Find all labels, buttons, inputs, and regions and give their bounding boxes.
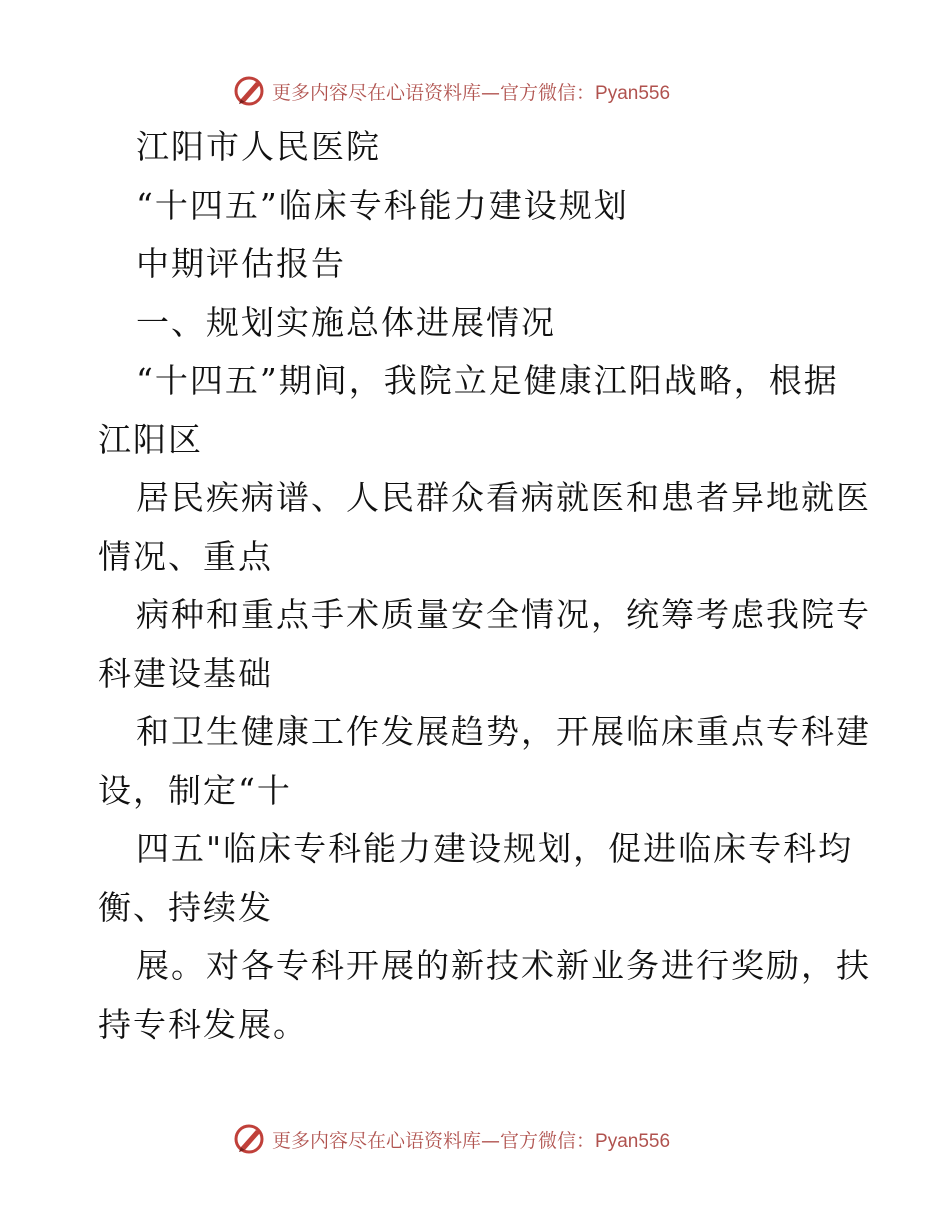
document-line: “十四五”临床专科能力建设规划 (136, 185, 629, 225)
document-line: 一、规划实施总体进展情况 (136, 302, 556, 342)
document-line: 衡、持续发 (98, 887, 273, 927)
watermark-id: Pyan556 (595, 1130, 671, 1152)
document-line: 科建设基础 (98, 653, 273, 693)
document-line: 江阳市人民医院 (136, 127, 381, 166)
document-line: 病种和重点手术质量安全情况，统筹考虑我院专 (136, 595, 871, 634)
document-line: 居民疾病谱、人民群众看病就医和患者异地就医 (136, 478, 871, 517)
document-line: 展。对各专科开展的新技术新业务进行奖励，扶 (136, 946, 871, 985)
pen-logo-icon (232, 1122, 266, 1156)
pen-logo-icon (232, 74, 266, 108)
document-line: 设，制定“十 (98, 770, 292, 810)
document-line: 中期评估报告 (136, 244, 346, 283)
document-line: “十四五”期间，我院立足健康江阳战略，根据 (136, 361, 839, 400)
document-line: 江阳区 (98, 419, 203, 459)
header-watermark (232, 71, 670, 111)
watermark-id: Pyan556 (595, 82, 671, 104)
document-line: 四五"临床专科能力建设规划，促进临床专科均 (136, 829, 854, 868)
footer-watermark (232, 1119, 670, 1159)
document-line: 持专科发展。 (98, 1004, 308, 1044)
document-line: 情况、重点 (98, 536, 273, 576)
watermark-text: 更多内容尽在心语资料库—官方微信： (272, 81, 596, 104)
document-line: 和卫生健康工作发展趋势，开展临床重点专科建 (136, 712, 871, 751)
document-body (98, 118, 871, 1054)
watermark-text: 更多内容尽在心语资料库—官方微信： (272, 1129, 596, 1152)
